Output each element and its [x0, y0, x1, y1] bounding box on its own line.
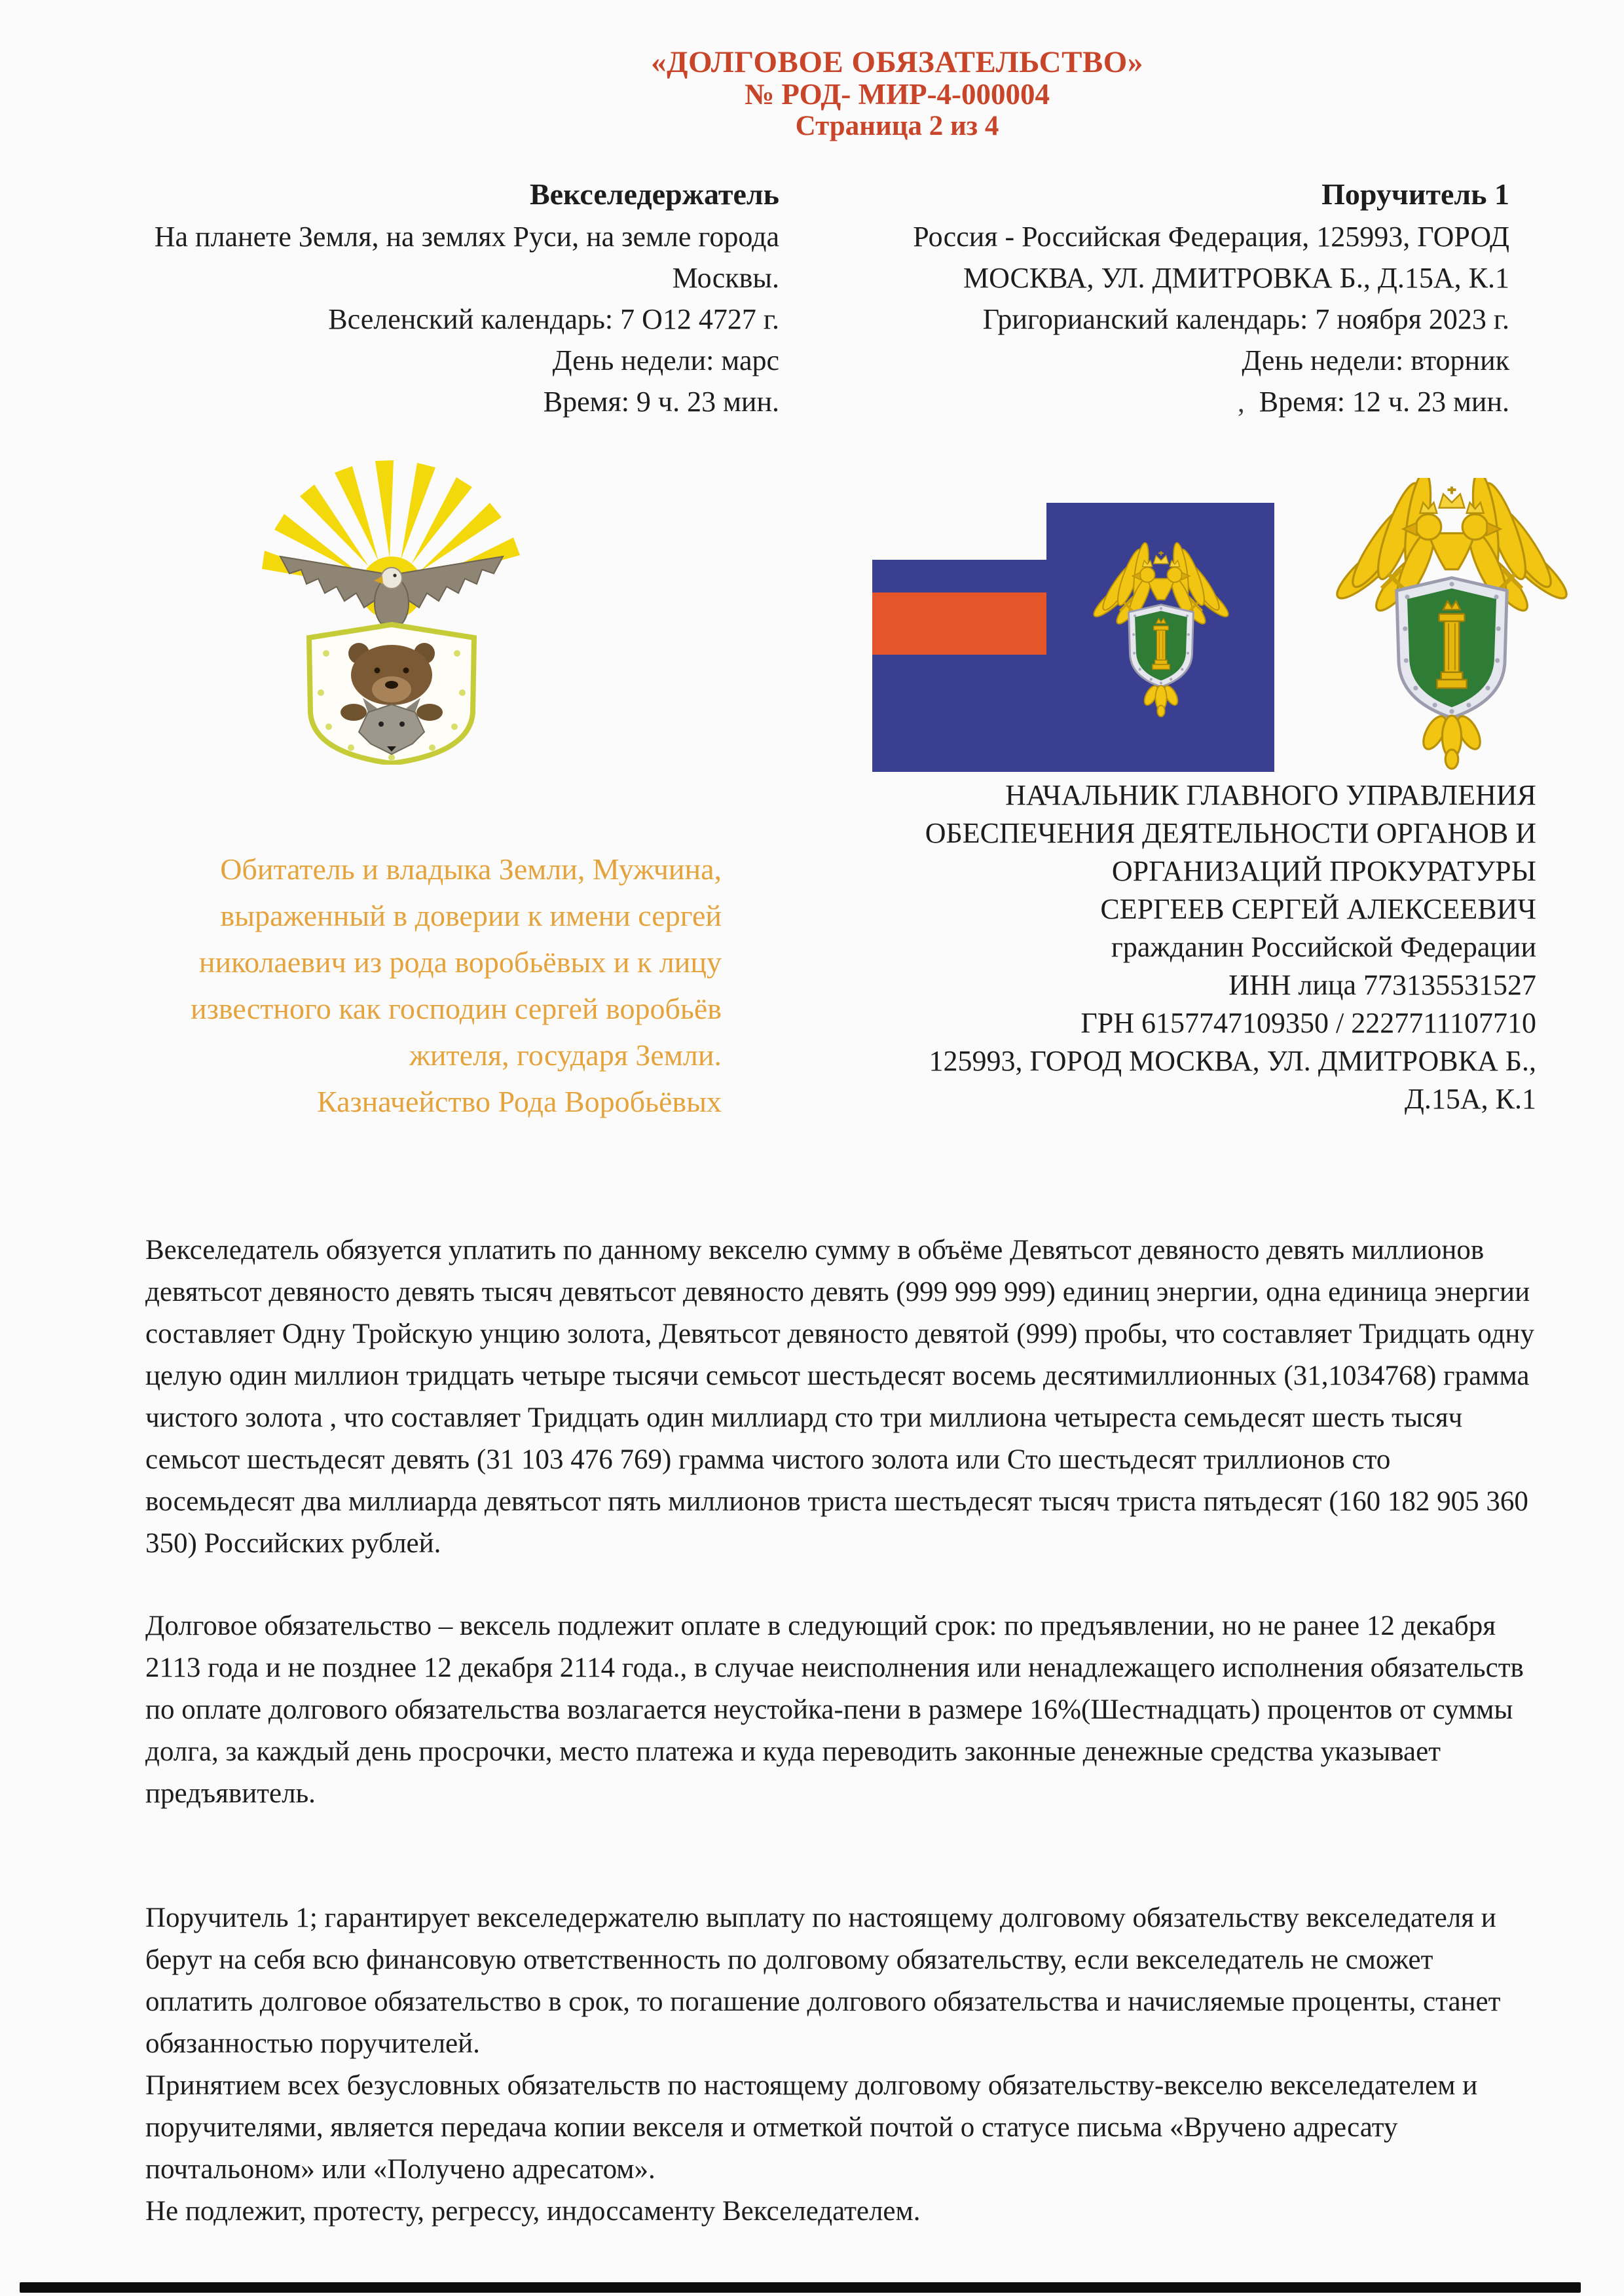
guarantor-post-line: ОРГАНИЗАЦИЙ ПРОКУРАТУРЫ [1111, 855, 1536, 887]
paragraph-text: Поручитель 1; гарантирует векселедержателю выплату по настоящему долговому обязательству векселедателя и берут на себя всю финансовую ответственность по долговому обязательству, если векселедатель не сможет оплатить долговое обязательство в срок, то погашение долгового обязательства и начисляемые проценты, станет обязанностью поручителей. [145, 1903, 1501, 2059]
document-header [242, 46, 1552, 142]
guarantor-weekday: День недели: вторник [1242, 344, 1509, 376]
page-indicator: Страница 2 из 4 [795, 111, 999, 141]
guarantor-grn-line: ГРН 6157747109350 / 2227711107710 [1080, 1007, 1536, 1039]
prosecutor-eagle-emblem-icon [1328, 478, 1576, 778]
guarantor-post-line: ОБЕСПЕЧЕНИЯ ДЕЯТЕЛЬНОСТИ ОРГАНОВ И [925, 817, 1536, 849]
body-paragraph-terms [145, 1605, 1536, 1815]
guarantor-title: Поручитель 1 [1321, 177, 1509, 211]
holder-title: Векселедержатель [529, 177, 779, 211]
holder-caption-line: николаевич из рода воробьёвых и к лицу [198, 945, 722, 979]
guarantor-name-line: СЕРГЕЕВ СЕРГЕЙ АЛЕКСЕЕВИЧ [1100, 893, 1536, 925]
holder-address: На планете Земля, на землях Руси, на земле города Москвы. [154, 221, 779, 294]
guarantor-time: Время: 12 ч. 23 мин. [1259, 386, 1509, 418]
scan-speck-mark: ‚ [1236, 388, 1246, 418]
holder-section [111, 175, 779, 422]
holder-caption-line: жителя, государя Земли. [409, 1038, 722, 1072]
guarantor-details [851, 776, 1536, 1118]
guarantor-section [826, 175, 1509, 422]
holder-caption-line: Обитатель и владыка Земли, Мужчина, [220, 852, 722, 886]
guarantor-post-line: НАЧАЛЬНИК ГЛАВНОГО УПРАВЛЕНИЯ [1005, 779, 1536, 811]
document-number: № РОД- МИР-4-000004 [744, 78, 1050, 111]
scanner-edge-bar [20, 2282, 1581, 2293]
guarantor-address-line: 125993, ГОРОД МОСКВА, УЛ. ДМИТРОВКА Б., Д.15А, К.1 [929, 1045, 1536, 1115]
paragraph-text: Векселедатель обязуется уплатить по данному векселю сумму в объёме Девятьсот девяносто девять миллионов девятьсот девяносто девять тысяч девятьсот девяносто девять (999 999 999) единиц энергии, одна единица энергии составляет Одну Тройскую унцию золота, Девятьсот девяносто девятой (999) пробы, что составляет Тридцать одну целую один миллион тридцать четыре тысячи семьсот шестьдесят восемь десятимиллионных (31,1034768) грамма чистого золота , что составляет Тридцать один миллиард сто три миллиона четыреста семьдесят шесть тысяч семьсот шестьдесят девять (31 103 476 769) грамма чистого золота или Сто шестьдесят триллионов сто восемьдесят два миллиарда девятьсот пять миллионов триста шестьдесят тысяч триста пятьдесят (160 182 905 360 350) Российских рублей. [145, 1235, 1534, 1559]
holder-calendar: Вселенский календарь: 7 О12 4727 г. [328, 303, 779, 335]
body-paragraph-sum [145, 1230, 1536, 1565]
holder-time: Время: 9 ч. 23 мин. [543, 386, 779, 418]
paragraph-text: Не подлежит, протесту, регрессу, индоссаменту Векселедателем. [145, 2196, 921, 2227]
paragraph-text: Принятием всех безусловных обязательств по настоящему долговому обязательству-векселю векселедателем и поручителями, является передача копии векселя и отметкой почтой о статусе письма «Вручено адресату почтальоном» или «Получено адресатом». [145, 2070, 1478, 2185]
body-paragraph-guarantee [145, 1897, 1536, 2232]
holder-caption-line: Казначейство Рода Воробьёвых [317, 1085, 722, 1118]
document-title: «ДОЛГОВОЕ ОБЯЗАТЕЛЬСТВО» [651, 45, 1143, 79]
guarantor-citizenship-line: гражданин Российской Федерации [1111, 931, 1536, 963]
prosecutor-flag-icon [872, 503, 1274, 773]
paragraph-text: Долговое обязательство – вексель подлежит оплате в следующий срок: по предъявлении, но не ранее 12 декабря 2113 года и не позднее 12 декабря 2114 года., в случае неисполнения или ненадлежащего исполнения обязательств по оплате долгового обязательства возлагается неустойка-пени в размере 16%(Шестнадцать) процентов от суммы долга, за каждый день просрочки, место платежа и куда переводить законные денежные средства указывает предъявитель. [145, 1611, 1524, 1809]
guarantor-address: Россия - Российская Федерация, 125993, ГОРОД МОСКВА, УЛ. ДМИТРОВКА Б., Д.15А, К.1 [913, 221, 1509, 294]
holder-eagle-bear-shield-emblem-icon [261, 416, 524, 765]
guarantor-calendar: Григорианский календарь: 7 ноября 2023 г. [982, 303, 1509, 335]
holder-caption-line: известного как господин сергей воробьёв [191, 992, 722, 1025]
holder-caption-line: выраженный в доверии к имени сергей [220, 899, 722, 932]
holder-caption [131, 846, 722, 1125]
guarantor-inn-line: ИНН лица 773135531527 [1228, 969, 1536, 1001]
holder-weekday: День недели: марс [552, 344, 779, 376]
